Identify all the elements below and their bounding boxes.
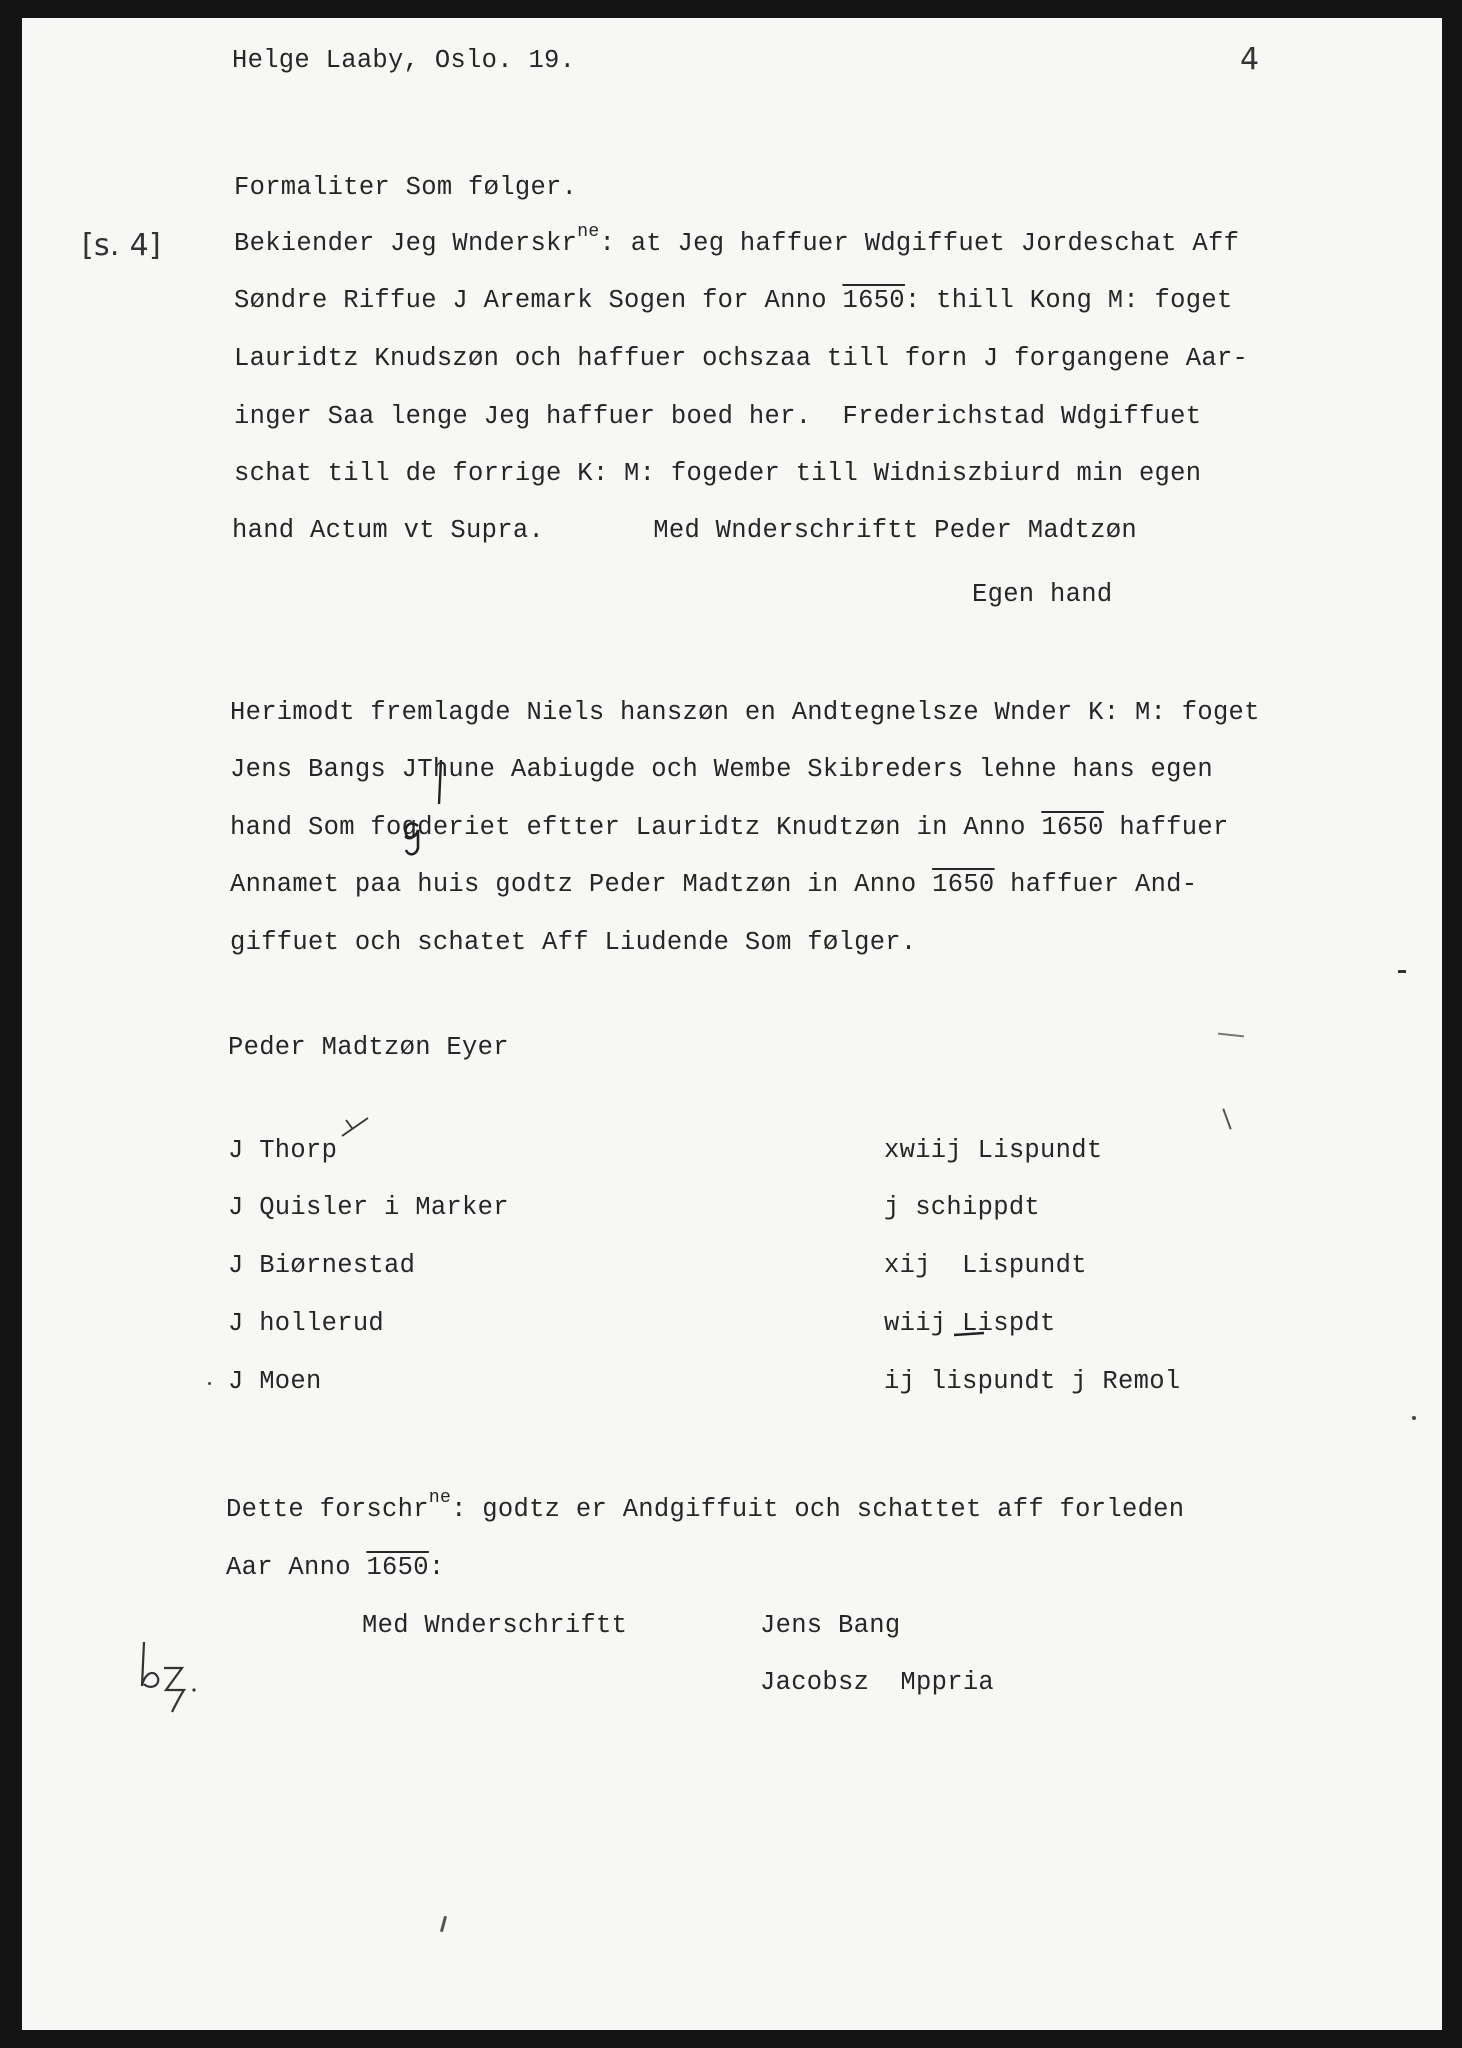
pen-dot bbox=[1412, 1416, 1416, 1420]
para1-line4: Lauridtz Knudszøn och haffuer ochszaa till forn J forgangene Aar- bbox=[234, 344, 1249, 373]
signature-name-continued: Jacobsz Mppria bbox=[760, 1668, 995, 1697]
handwritten-stroke-icon bbox=[430, 758, 450, 806]
para1-line7: hand Actum vt Supra. Med Wnderschriftt Peder Madtzøn bbox=[232, 516, 1137, 545]
farm-amount: xij Lispundt bbox=[884, 1251, 1087, 1280]
year-1650: 1650 bbox=[932, 870, 995, 899]
farm-name: J Thorp bbox=[228, 1136, 338, 1165]
pen-dot bbox=[208, 1382, 211, 1385]
farm-amount: j schippdt bbox=[884, 1193, 1041, 1222]
farm-name: J Quisler i Marker bbox=[228, 1193, 509, 1222]
para1-line6: schat till de forrige K: M: fogeder till Widniszbiurd min egen bbox=[234, 459, 1202, 488]
farm-name: J Moen bbox=[228, 1367, 322, 1396]
para2-line5: giffuet och schatet Aff Liudende Som følger. bbox=[230, 928, 917, 957]
para2-line2: Jens Bangs JThune Aabiugde och Wembe Skibreders lehne hans egen bbox=[230, 755, 1213, 784]
pen-dot bbox=[1222, 1108, 1231, 1129]
year-1650: 1650 bbox=[366, 1553, 429, 1582]
para1-line2: Bekiender Jeg Wnderskr$^{ne}$: at Jeg haffuer Wdgiffuet Jordeschat Aff bbox=[234, 222, 1240, 258]
pen-dot bbox=[1398, 970, 1406, 973]
handwritten-check-mark-icon bbox=[340, 1114, 370, 1140]
para1-line5: inger Saa lenge Jeg haffuer boed her. Frederichstad Wdgiffuet bbox=[234, 402, 1202, 431]
para2-line3: hand Som fogderiet eftter Lauridtz Knudtzøn in Anno 1650 haffuer bbox=[230, 813, 1229, 842]
farm-amount: xwiij Lispundt bbox=[884, 1136, 1103, 1165]
farm-name: J Biørnestad bbox=[228, 1251, 416, 1280]
handwritten-initials-icon bbox=[132, 1638, 212, 1718]
para1-line1: Formaliter Som følger. bbox=[234, 173, 578, 202]
header-author: Helge Laaby, Oslo. 19. bbox=[232, 46, 576, 75]
signature-name: Jens Bang bbox=[760, 1611, 901, 1640]
margin-page-reference: [s. 4] bbox=[82, 228, 161, 263]
farm-name: J hollerud bbox=[228, 1309, 385, 1338]
document-page bbox=[22, 18, 1442, 2030]
page-number: 4 bbox=[1240, 42, 1260, 77]
para1-line8: Egen hand bbox=[972, 580, 1113, 609]
year-1650: 1650 bbox=[842, 286, 905, 315]
farm-amount: wiij Lispdt bbox=[884, 1309, 1056, 1338]
pen-dot bbox=[440, 1916, 447, 1932]
year-1650: 1650 bbox=[1041, 813, 1104, 842]
handwritten-correction-icon bbox=[952, 1326, 986, 1342]
closing-line1: Dette forschr$^{ne}$: godtz er Andgiffuit och schattet aff forleden bbox=[226, 1488, 1185, 1524]
para2-line1: Herimodt fremlagde Niels hanszøn en Andtegnelsze Wnder K: M: foget bbox=[230, 698, 1260, 727]
farm-amount: ij lispundt j Remol bbox=[884, 1367, 1181, 1396]
para1-line3: Søndre Riffue J Aremark Sogen for Anno 1650: thill Kong M: foget bbox=[234, 286, 1233, 315]
para2-line4: Annamet paa huis godtz Peder Madtzøn in Anno 1650 haffuer And- bbox=[230, 870, 1198, 899]
handwritten-g-correction-icon bbox=[400, 816, 424, 858]
signature-label: Med Wnderschriftt bbox=[362, 1611, 628, 1640]
pen-dot bbox=[1218, 1033, 1244, 1038]
closing-line2: Aar Anno 1650: bbox=[226, 1553, 445, 1582]
owner-heading: Peder Madtzøn Eyer bbox=[228, 1033, 509, 1062]
